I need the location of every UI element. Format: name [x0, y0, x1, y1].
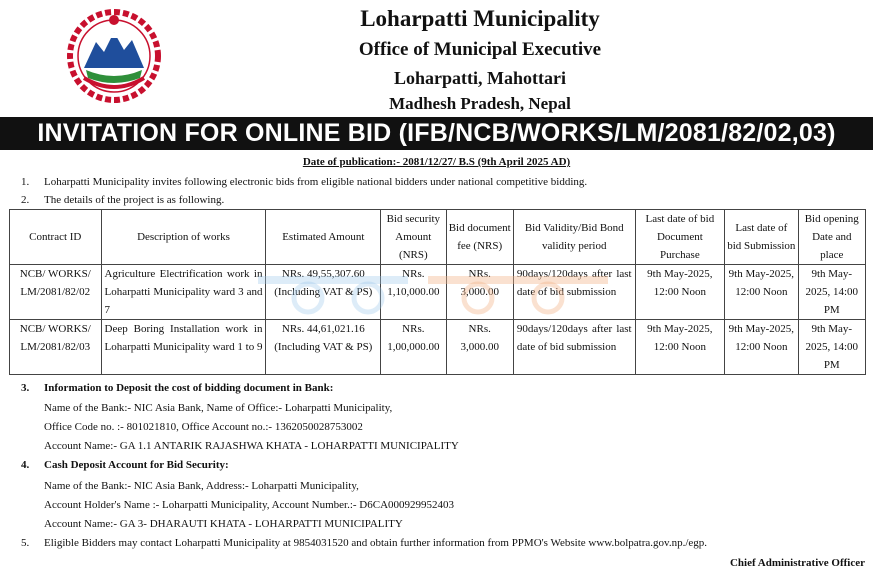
point-number: 1. [21, 176, 30, 188]
table-row [10, 320, 866, 375]
cell-last-purchase-date: 9th May-2025, 12:00 Noon [635, 320, 725, 375]
header-bid-security: Bid security Amount (NRS) [381, 210, 446, 265]
header-description: Description of works [101, 210, 266, 265]
point-text: The details of the project is as following. [44, 194, 225, 206]
account-name-line: Account Name:- GA 1.1 ANTARIK RAJASHWA KHATA - LOHARPATTI MUNICIPALITY [44, 440, 459, 452]
signatory-title: Chief Administrative Officer [729, 557, 865, 569]
cell-bid-security: NRs. 1,10,000.00 [381, 265, 446, 320]
cell-document-fee: NRs. 3,000.00 [446, 265, 513, 320]
bid-details-table [9, 209, 866, 375]
province-name: Madhesh Pradesh, Nepal [389, 94, 571, 113]
cell-estimated-amount: NRs. 49,55,307.60 (Including VAT & PS) [266, 265, 381, 320]
header-last-purchase-date: Last date of bid Document Purchase [635, 210, 725, 265]
organization-name: Loharpatti Municipality [360, 6, 600, 31]
document-header [0, 0, 873, 116]
office-code-line: Office Code no. :- 801021810, Office Account no.:- 1362050028753002 [44, 421, 363, 433]
nepal-government-emblem-icon [66, 8, 162, 104]
cell-bid-validity: 90days/120days after last date of bid submission [513, 320, 635, 375]
cell-document-fee: NRs. 3,000.00 [446, 320, 513, 375]
bank-name-line: Name of the Bank:- NIC Asia Bank, Address:- Loharpatti Municipality, [44, 480, 359, 492]
notice-title-banner: INVITATION FOR ONLINE BID (IFB/NCB/WORKS/LM/2081/82/02,03) [0, 117, 873, 150]
table-row [10, 265, 866, 320]
header-opening-date: Bid opening Date and place [798, 210, 865, 265]
cell-last-submission-date: 9th May-2025, 12:00 Noon [725, 320, 798, 375]
cell-last-purchase-date: 9th May-2025, 12:00 Noon [635, 265, 725, 320]
point-text: Loharpatti Municipality invites following electronic bids from eligible national bidders under national competitive bidding. [44, 176, 588, 188]
office-name: Office of Municipal Executive [358, 39, 602, 60]
contact-info-text: Eligible Bidders may contact Loharpatti Municipality at 9854031520 and obtain further information from PPMO's Website www.bolpatra.gov.np./egp. [44, 537, 708, 549]
cell-bid-security: NRs. 1,00,000.00 [381, 320, 446, 375]
header-last-submission-date: Last date of bid Submission [725, 210, 798, 265]
section-title: Information to Deposit the cost of bidding document in Bank: [44, 382, 334, 394]
bank-name-line: Name of the Bank:- NIC Asia Bank, Name of Office:- Loharpatti Municipality, [44, 402, 393, 414]
cell-estimated-amount: NRs. 44,61,021.16 (Including VAT & PS) [266, 320, 381, 375]
cell-bid-validity: 90days/120days after last date of bid submission [513, 265, 635, 320]
cell-description: Deep Boring Installation work in Loharpatti Municipality ward 1 to 9 [101, 320, 266, 375]
section-number: 3. [21, 382, 30, 394]
point-number: 2. [21, 194, 30, 206]
account-name-line: Account Name:- GA 3- DHARAUTI KHATA - LOHARPATTI MUNICIPALITY [44, 518, 403, 530]
section-title: Cash Deposit Account for Bid Security: [44, 459, 229, 471]
section-number: 4. [21, 459, 30, 471]
header-contract-id: Contract ID [10, 210, 102, 265]
cell-opening-date: 9th May-2025, 14:00 PM [798, 320, 865, 375]
cell-opening-date: 9th May-2025, 14:00 PM [798, 265, 865, 320]
header-document-fee: Bid document fee (NRS) [446, 210, 513, 265]
cell-contract-id: NCB/ WORKS/ LM/2081/82/03 [10, 320, 102, 375]
office-location: Loharpatti, Mahottari [394, 68, 566, 88]
cell-last-submission-date: 9th May-2025, 12:00 Noon [725, 265, 798, 320]
cell-contract-id: NCB/ WORKS/ LM/2081/82/02 [10, 265, 102, 320]
section-number: 5. [21, 537, 30, 549]
account-holder-line: Account Holder's Name :- Loharpatti Municipality, Account Number.:- D6CA000929952403 [44, 499, 455, 511]
publication-date: Date of publication:- 2081/12/27/ B.S (9th April 2025 AD) [302, 156, 571, 168]
table-header-row [10, 210, 866, 265]
header-estimated-amount: Estimated Amount [266, 210, 381, 265]
header-bid-validity: Bid Validity/Bid Bond validity period [513, 210, 635, 265]
cell-description: Agriculture Electrification work in Loharpatti Municipality ward 3 and 7 [101, 265, 266, 320]
